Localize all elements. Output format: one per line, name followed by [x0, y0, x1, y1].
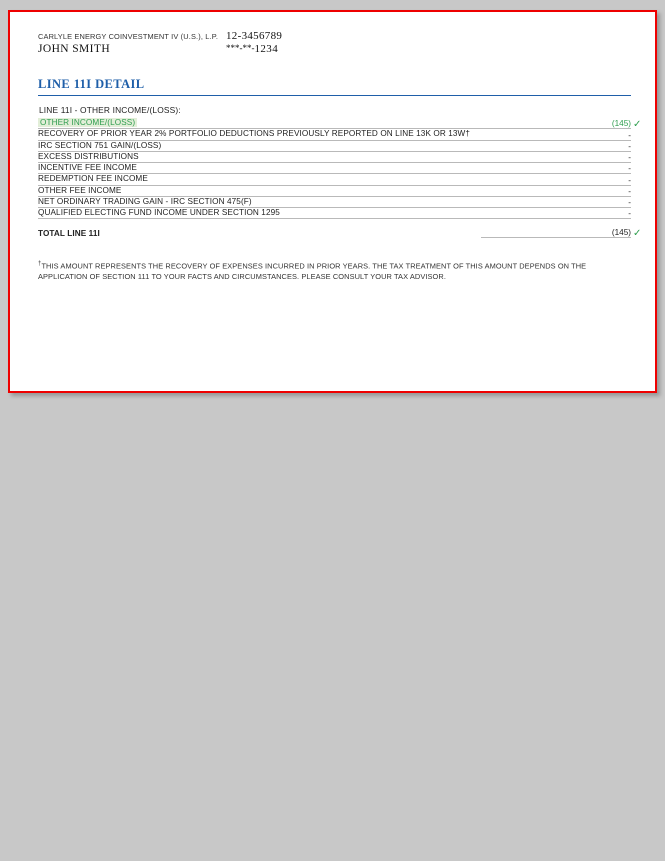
document-page: [8, 10, 657, 393]
table-row: [38, 208, 631, 219]
row-label-cell: [38, 151, 481, 162]
row-value-wrap: [611, 119, 642, 131]
row-value-cell: [481, 163, 631, 174]
row-value: -: [628, 153, 631, 162]
footnote-marker: †: [38, 261, 42, 268]
row-label: INCENTIVE FEE INCOME: [38, 163, 137, 172]
row-value: -: [628, 130, 631, 140]
check-icon: ✓: [633, 228, 642, 240]
partner-name: JOHN SMITH: [38, 43, 111, 55]
total-value-cell: [481, 219, 642, 240]
row-value-cell: [481, 185, 631, 196]
total-value-wrap: [611, 228, 642, 240]
line-11i-detail-table: [38, 118, 642, 240]
row-label-cell: [38, 185, 481, 196]
row-label: OTHER INCOME/(LOSS): [40, 118, 136, 127]
footnote: [38, 260, 618, 283]
header-entity-row: [38, 30, 631, 42]
table-row: [38, 196, 631, 207]
partner-ssn: [226, 43, 278, 55]
row-value-cell: [481, 118, 642, 131]
row-label-cell: [38, 174, 481, 185]
row-value-cell: [481, 140, 631, 151]
row-value-cell: [481, 129, 631, 140]
row-value-cell: [481, 174, 631, 185]
row-label-cell: [38, 140, 481, 151]
row-label: IRC SECTION 751 GAIN/(LOSS): [38, 140, 162, 150]
table-row: [38, 174, 631, 185]
row-value: -: [628, 186, 631, 196]
row-label-cell: [38, 163, 481, 174]
row-label-cell: [38, 118, 481, 129]
total-row: [38, 219, 631, 238]
table-row: [38, 163, 631, 174]
row-label-cell: [38, 129, 481, 140]
title-divider: [38, 95, 631, 96]
row-value-cell: [481, 208, 631, 219]
row-value: -: [628, 198, 631, 207]
row-label-cell: [38, 208, 481, 219]
total-label: TOTAL LINE 11I: [38, 228, 100, 238]
row-label: RECOVERY OF PRIOR YEAR 2% PORTFOLIO DEDUCTIONS PREVIOUSLY REPORTED ON LINE 13K OR 13W†: [38, 129, 471, 139]
table-row: [38, 140, 631, 151]
row-label: QUALIFIED ELECTING FUND INCOME UNDER SECTION 1295: [38, 208, 280, 217]
row-value: (145): [611, 119, 631, 129]
document-content: [10, 12, 655, 283]
footnote-text: THIS AMOUNT REPRESENTS THE RECOVERY OF EXPENSES INCURRED IN PRIOR YEARS. THE TAX TREATMENT OF THIS AMOUNT DEPENDS ON THE APPLICATION OF SECTION 111 TO YOUR FACTS AND CIRCUMSTANCES. PLEASE CONSULT YOUR TAX ADVISOR.: [38, 261, 587, 282]
table-row: [38, 118, 631, 129]
partner-ssn-mask: ***-**-: [226, 43, 255, 53]
row-label: NET ORDINARY TRADING GAIN - IRC SECTION 475(F): [38, 196, 252, 206]
table-row: [38, 151, 631, 162]
row-label: REDEMPTION FEE INCOME: [38, 174, 148, 184]
row-label: OTHER FEE INCOME: [38, 185, 122, 195]
total-value: (145): [611, 228, 631, 238]
header-partner-row: [38, 43, 631, 55]
row-value: -: [628, 209, 631, 219]
row-value: -: [628, 175, 631, 185]
row-value: -: [628, 164, 631, 174]
check-icon: ✓: [633, 119, 642, 131]
row-value-cell: [481, 151, 631, 162]
row-value-cell: [481, 196, 631, 207]
entity-name: CARLYLE ENERGY COINVESTMENT IV (U.S.), L.P.: [38, 32, 219, 41]
row-label: EXCESS DISTRIBUTIONS: [38, 151, 139, 161]
row-value: -: [628, 141, 631, 151]
partner-ssn-last4: 1234: [254, 43, 279, 55]
page-title: LINE 11I DETAIL: [38, 77, 145, 91]
table-row: [38, 129, 631, 140]
entity-ein: 12-3456789: [226, 30, 283, 42]
row-label-cell: [38, 196, 481, 207]
table-row: [38, 185, 631, 196]
section-subheading: LINE 11I - OTHER INCOME/(LOSS):: [39, 105, 181, 115]
